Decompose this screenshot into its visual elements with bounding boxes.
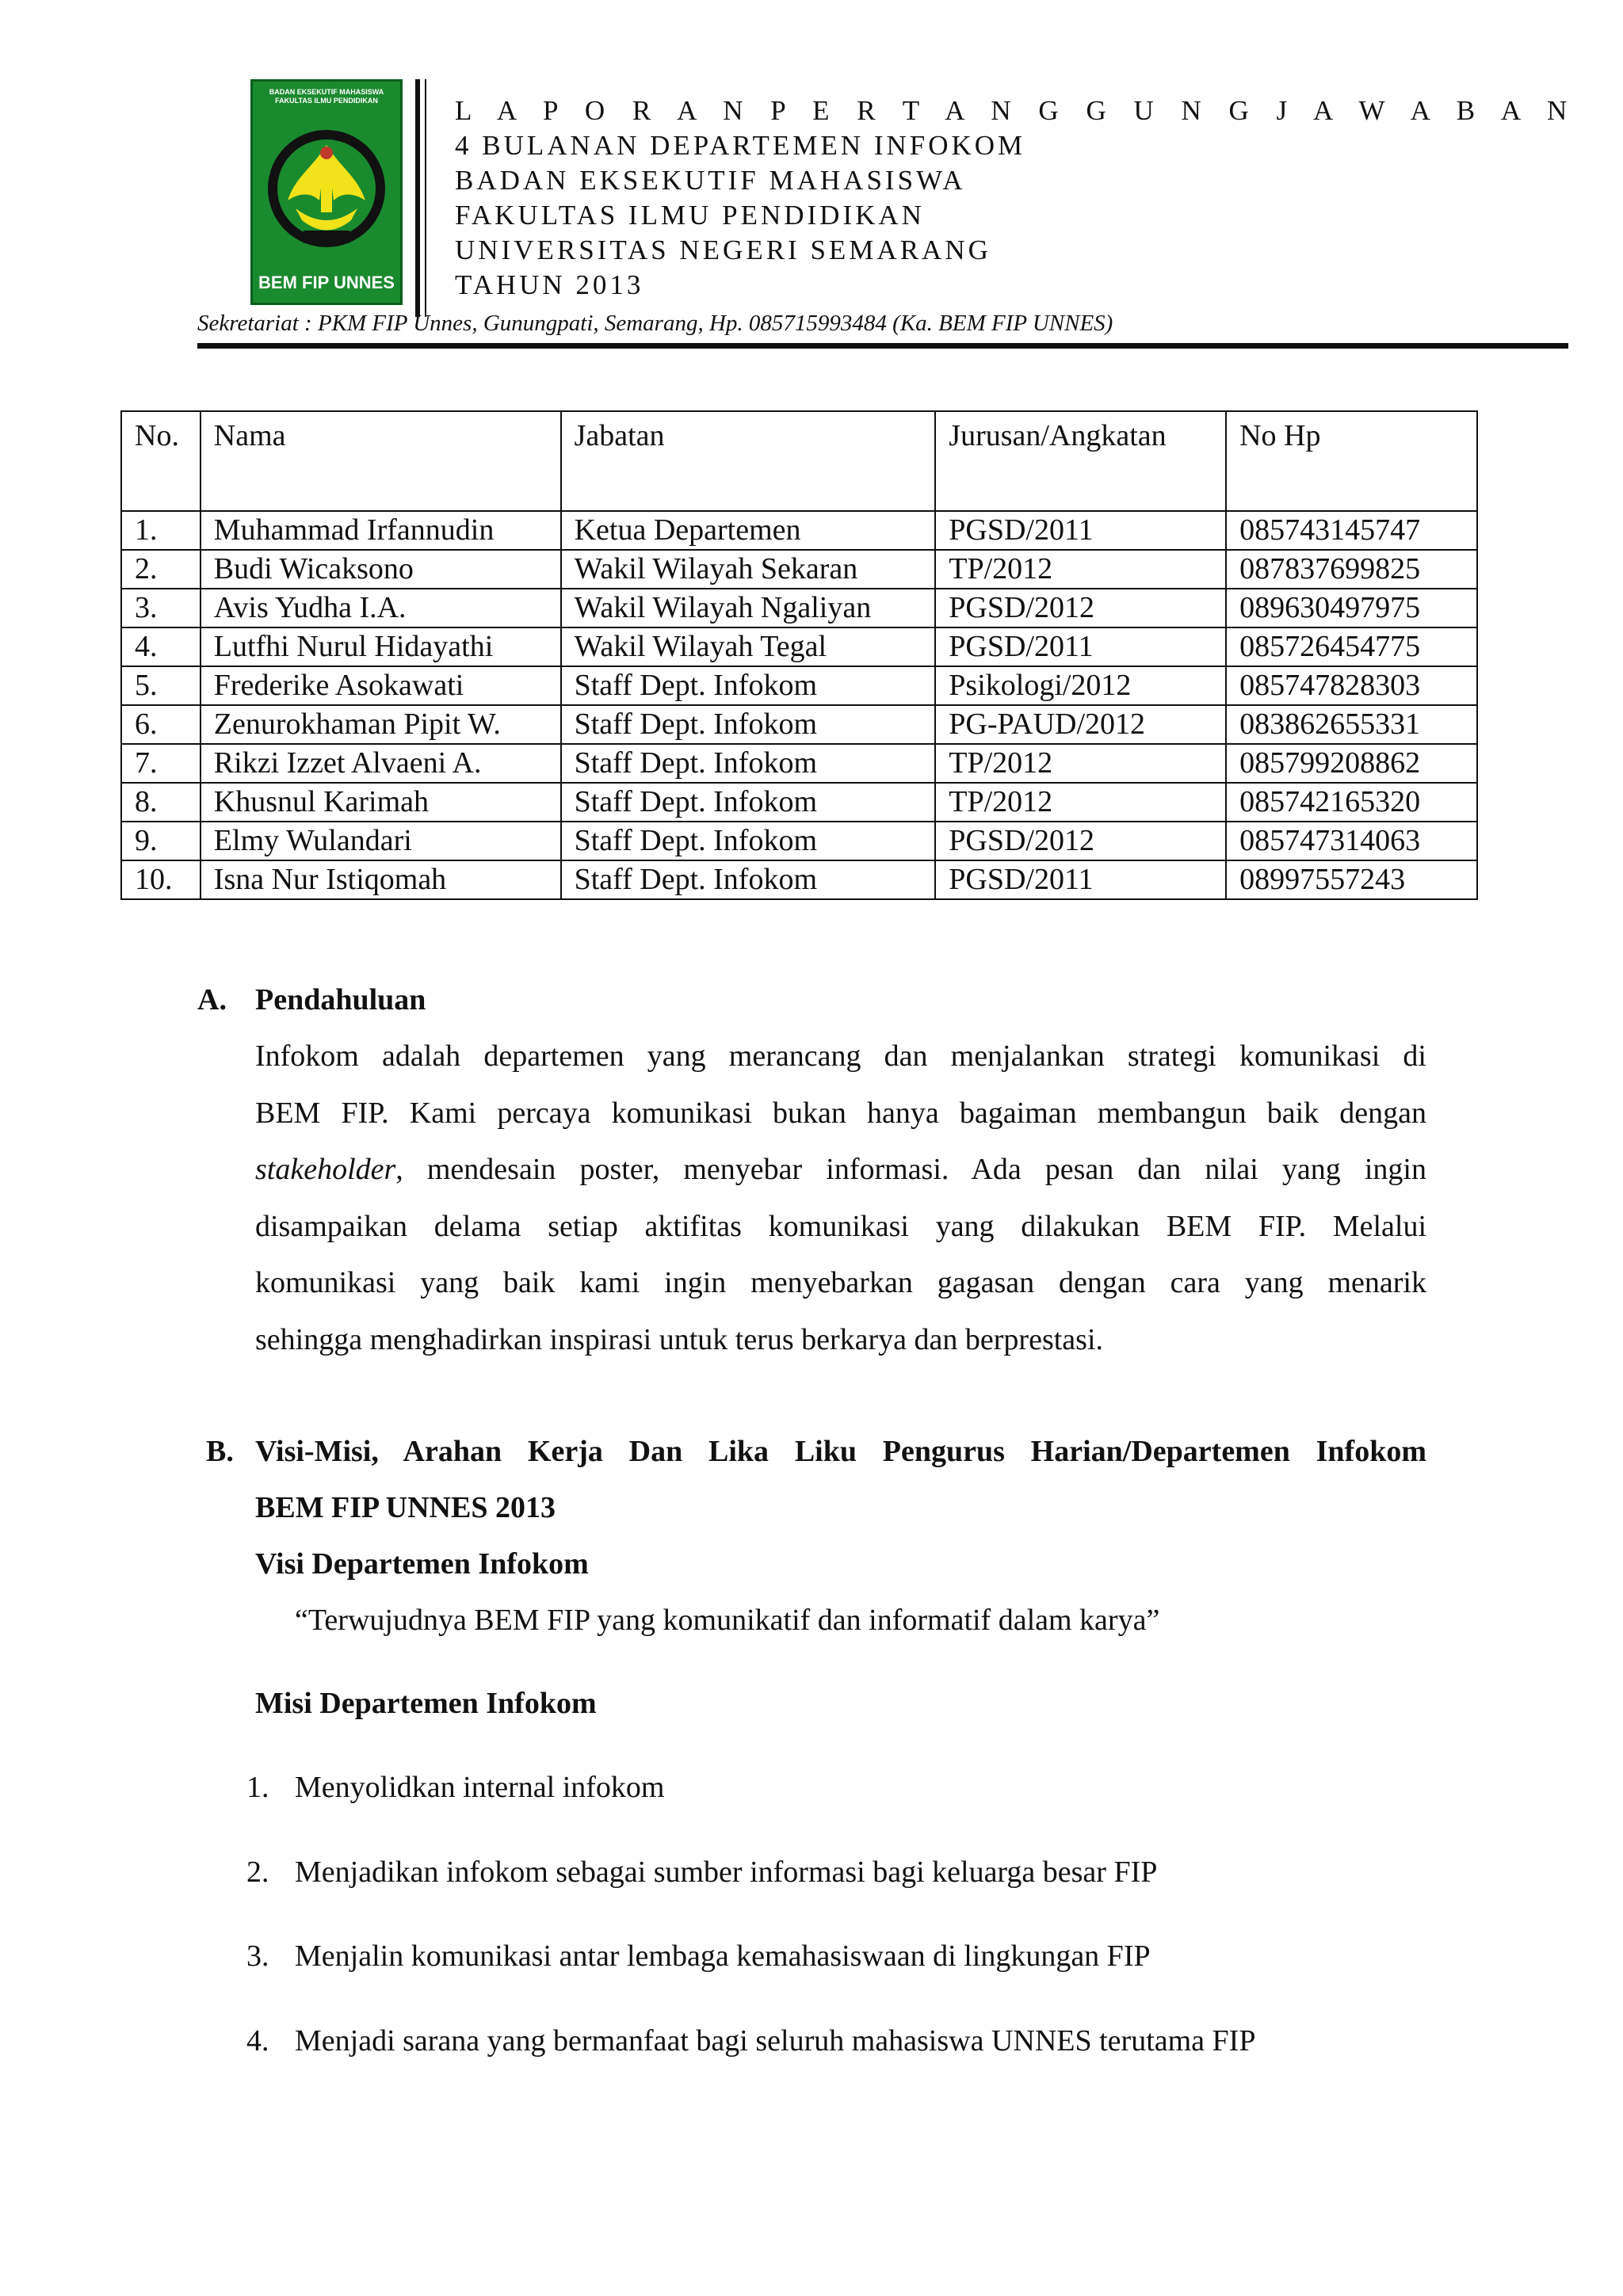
bem-fip-logo xyxy=(250,79,403,305)
table-row xyxy=(121,860,1477,899)
title-line-3: BADAN EKSEKUTIF MAHASISWA xyxy=(455,165,966,196)
secretariat-address: Sekretariat : PKM FIP Unnes, Gunungpati, Semarang, Hp. 085715993484 (Ka. BEM FIP UNNES) xyxy=(197,311,1113,336)
cell-nama: Muhammad Irfannudin xyxy=(200,511,561,550)
cell-jabatan: Staff Dept. Infokom xyxy=(561,822,936,860)
cell-nohp: 087837699825 xyxy=(1226,550,1477,589)
table-row xyxy=(121,744,1477,783)
paragraph-line: sehingga menghadirkan inspirasi untuk terus berkarya dan berprestasi. xyxy=(255,1322,1104,1356)
section-a-marker: A. xyxy=(197,983,227,1016)
cell-jurusan: TP/2012 xyxy=(935,744,1226,783)
cell-no: 3. xyxy=(121,589,200,627)
cell-jabatan: Staff Dept. Infokom xyxy=(561,860,936,899)
cell-nohp: 085743145747 xyxy=(1226,511,1477,550)
cell-nohp: 085747314063 xyxy=(1226,822,1477,860)
cell-jabatan: Wakil Wilayah Sekaran xyxy=(561,550,936,589)
cell-jurusan: PGSD/2011 xyxy=(935,627,1226,666)
misi-number: 3. xyxy=(246,1939,269,1973)
cell-nohp: 085747828303 xyxy=(1226,666,1477,705)
table-row xyxy=(121,627,1477,666)
cell-jabatan: Staff Dept. Infokom xyxy=(561,666,936,705)
header-divider-thin xyxy=(425,79,426,317)
cell-no: 7. xyxy=(121,744,200,783)
col-header-jurusan: Jurusan/Angkatan xyxy=(935,411,1226,511)
title-line-6: TAHUN 2013 xyxy=(455,269,644,300)
cell-jabatan: Wakil Wilayah Tegal xyxy=(561,627,936,666)
cell-nama: Lutfhi Nurul Hidayathi xyxy=(200,627,561,666)
line-text: , mendesain poster, menyebar informasi. Ada pesan dan nilai yang ingin xyxy=(395,1153,1426,1186)
cell-nama: Zenurokhaman Pipit W. xyxy=(200,705,561,744)
paragraph-line xyxy=(255,1152,1426,1187)
title-line-4: FAKULTAS ILMU PENDIDIKAN xyxy=(455,200,925,231)
title-line-2: 4 BULANAN DEPARTEMEN INFOKOM xyxy=(455,130,1026,161)
misi-item: Menjalin komunikasi antar lembaga kemahasiswaan di lingkungan FIP xyxy=(295,1939,1151,1973)
cell-jabatan: Ketua Departemen xyxy=(561,511,936,550)
section-b-title-line-2: BEM FIP UNNES 2013 xyxy=(255,1491,556,1524)
header-divider xyxy=(415,79,420,317)
cell-nohp: 085799208862 xyxy=(1226,744,1477,783)
table-header-row xyxy=(121,411,1477,511)
misi-item: Menjadi sarana yang bermanfaat bagi seluruh mahasiswa UNNES terutama FIP xyxy=(295,2023,1256,2058)
cell-no: 4. xyxy=(121,627,200,666)
cell-nama: Frederike Asokawati xyxy=(200,666,561,705)
misi-number: 2. xyxy=(246,1855,269,1889)
table-row xyxy=(121,822,1477,860)
section-b-marker: B. xyxy=(206,1435,234,1468)
cell-jurusan: TP/2012 xyxy=(935,550,1226,589)
cell-nama: Budi Wicaksono xyxy=(200,550,561,589)
section-b-title-line-1: Visi-Misi, Arahan Kerja Dan Lika Liku Pengurus Harian/Departemen Infokom xyxy=(255,1435,1426,1468)
cell-jurusan: PGSD/2011 xyxy=(935,860,1226,899)
emphasized-term: stakeholder xyxy=(255,1153,396,1186)
table-row xyxy=(121,511,1477,550)
cell-nohp: 08997557243 xyxy=(1226,860,1477,899)
visi-text: “Terwujudnya BEM FIP yang komunikatif dan informatif dalam karya” xyxy=(295,1604,1160,1637)
cell-no: 1. xyxy=(121,511,200,550)
table-row xyxy=(121,666,1477,705)
misi-title: Misi Departemen Infokom xyxy=(255,1687,597,1720)
col-header-jabatan: Jabatan xyxy=(561,411,936,511)
cell-nama: Rikzi Izzet Alvaeni A. xyxy=(200,744,561,783)
header-rule xyxy=(197,343,1568,349)
table-row xyxy=(121,705,1477,744)
title-line-5: UNIVERSITAS NEGERI SEMARANG xyxy=(455,235,991,265)
paragraph-line: Infokom adalah departemen yang merancang dan menjalankan strategi komunikasi di xyxy=(255,1039,1426,1073)
cell-nohp: 085742165320 xyxy=(1226,783,1477,822)
cell-no: 5. xyxy=(121,666,200,705)
cell-jabatan: Staff Dept. Infokom xyxy=(561,783,936,822)
cell-nama: Elmy Wulandari xyxy=(200,822,561,860)
cell-jurusan: PG-PAUD/2012 xyxy=(935,705,1226,744)
table-row xyxy=(121,589,1477,627)
misi-item: Menjadikan infokom sebagai sumber informasi bagi keluarga besar FIP xyxy=(295,1855,1158,1889)
unnes-emblem-icon xyxy=(264,113,389,264)
misi-number: 1. xyxy=(246,1771,269,1804)
cell-nama: Khusnul Karimah xyxy=(200,783,561,822)
cell-jurusan: PGSD/2012 xyxy=(935,589,1226,627)
cell-jurusan: PGSD/2012 xyxy=(935,822,1226,860)
cell-jurusan: PGSD/2011 xyxy=(935,511,1226,550)
col-header-nama: Nama xyxy=(200,411,561,511)
visi-title: Visi Departemen Infokom xyxy=(255,1547,589,1581)
report-title-block xyxy=(455,93,1577,303)
cell-jabatan: Staff Dept. Infokom xyxy=(561,705,936,744)
cell-nohp: 085726454775 xyxy=(1226,627,1477,666)
members-table xyxy=(120,410,1478,900)
misi-number: 4. xyxy=(246,2023,269,2058)
paragraph-line: disampaikan delama setiap aktifitas komunikasi yang dilakukan BEM FIP. Melalui xyxy=(255,1209,1426,1243)
misi-item: Menyolidkan internal infokom xyxy=(295,1771,665,1804)
cell-nama: Avis Yudha I.A. xyxy=(200,589,561,627)
col-header-nohp: No Hp xyxy=(1226,411,1477,511)
logo-bottom-text: BEM FIP UNNES xyxy=(258,273,395,292)
logo-top-text: BADAN EKSEKUTIF MAHASISWA FAKULTAS ILMU PENDIDIKAN xyxy=(269,88,384,105)
cell-no: 10. xyxy=(121,860,200,899)
col-header-no: No. xyxy=(121,411,200,511)
letterhead xyxy=(0,0,1623,357)
cell-nohp: 083862655331 xyxy=(1226,705,1477,744)
paragraph-line: komunikasi yang baik kami ingin menyebarkan gagasan dengan cara yang menarik xyxy=(255,1266,1426,1299)
cell-no: 6. xyxy=(121,705,200,744)
paragraph-line: BEM FIP. Kami percaya komunikasi bukan hanya bagaiman membangun baik dengan xyxy=(255,1096,1426,1130)
table-row xyxy=(121,783,1477,822)
cell-no: 8. xyxy=(121,783,200,822)
section-a-title: Pendahuluan xyxy=(255,983,426,1016)
cell-no: 2. xyxy=(121,550,200,589)
cell-nohp: 089630497975 xyxy=(1226,589,1477,627)
cell-nama: Isna Nur Istiqomah xyxy=(200,860,561,899)
cell-no: 9. xyxy=(121,822,200,860)
cell-jurusan: TP/2012 xyxy=(935,783,1226,822)
cell-jurusan: Psikologi/2012 xyxy=(935,666,1226,705)
members-table-body xyxy=(121,511,1477,899)
cell-jabatan: Wakil Wilayah Ngaliyan xyxy=(561,589,936,627)
table-row xyxy=(121,550,1477,589)
title-line-1: L A P O R A N P E R T A N G G U N G J A W A B A N xyxy=(455,95,1578,126)
cell-jabatan: Staff Dept. Infokom xyxy=(561,744,936,783)
